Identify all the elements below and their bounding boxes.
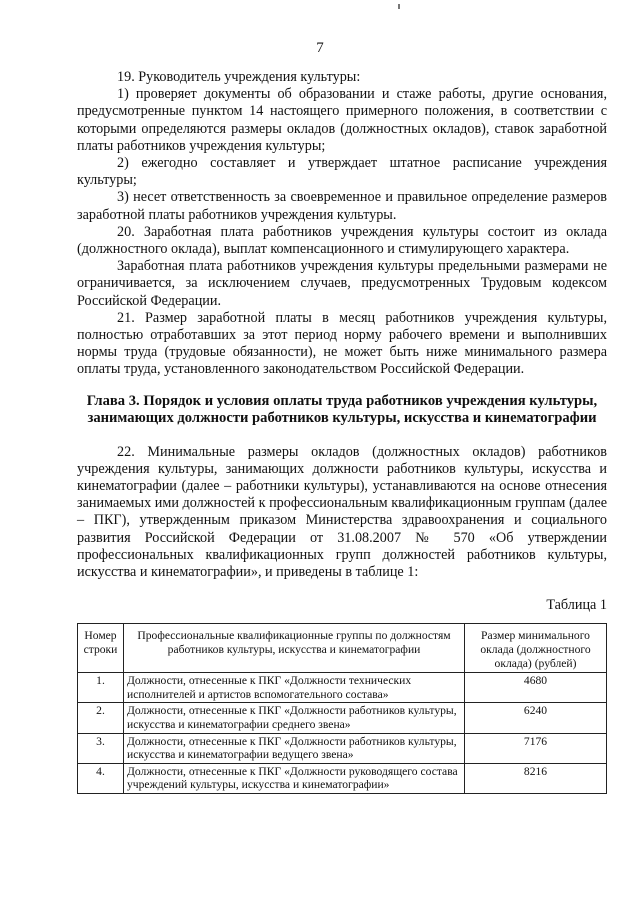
min-salary-cell: 7176 [465, 733, 607, 763]
paragraph-19-3: 3) несет ответственность за своевременное и правильное определение размеров заработной платы работников учреждения культуры. [77, 189, 607, 223]
chapter-heading [77, 393, 607, 428]
min-salary-cell: 4680 [465, 673, 607, 703]
qualification-group-cell: Должности, отнесенные к ПКГ «Должности технических исполнителей и артистов вспомогательного состава» [124, 673, 465, 703]
paragraph-19: 19. Руководитель учреждения культуры: [117, 69, 361, 85]
table-row [78, 673, 607, 703]
scan-mark [398, 4, 400, 9]
min-salary-cell: 8216 [465, 763, 607, 793]
paragraph-20-cont: Заработная плата работников учреждения культуры предельными размерами не ограничивается, за исключением случаев, предусмотренных Трудовым кодексом Российской Федерации. [77, 258, 607, 309]
row-number-cell: 1. [78, 673, 124, 703]
table-caption: Таблица 1 [546, 597, 607, 614]
header-min-salary: Размер минимального оклада (должностного оклада) (рублей) [465, 624, 607, 673]
qualification-group-cell: Должности, отнесенные к ПКГ «Должности работников культуры, искусства и кинематографии среднего звена» [124, 703, 465, 733]
paragraph-22: 22. Минимальные размеры окладов (должностных окладов) работников учреждения культуры, занимающих должности работников культуры, искусства и кинематографии (далее – работники культуры), устанавливаются на основе отнесения занимаемых ими должностей к профессиональным квалификационным группам (далее – ПКГ), утвержденным приказом Министерства здравоохранения и социального развития Российской Федерации от 31.08.2007 № 570 «Об утверждении профессиональных квалификационных групп должностей работников культуры, искусства и кинематографии», и приведены в таблице 1: [77, 443, 607, 581]
paragraph-20: 20. Заработная плата работников учреждения культуры состоит из оклада (должностного оклада), выплат компенсационного и стимулирующего характера. [77, 223, 607, 258]
qualification-group-cell: Должности, отнесенные к ПКГ «Должности руководящего состава учреждений культуры, искусства и кинематографии» [124, 763, 465, 793]
salary-table [77, 623, 607, 794]
page-number: 7 [316, 40, 324, 56]
qualification-group-cell: Должности, отнесенные к ПКГ «Должности работников культуры, искусства и кинематографии ведущего звена» [124, 733, 465, 763]
table-header-row [78, 624, 607, 673]
row-number-cell: 3. [78, 733, 124, 763]
paragraph-19-2: 2) ежегодно составляет и утверждает штатное расписание учреждения культуры; [77, 155, 607, 189]
paragraph-19-1: 1) проверяет документы об образовании и стаже работы, другие основания, предусмотренные пунктом 14 настоящего примерного положения, в соответствии с которыми определяются размеры окладов (должностных окладов), ставок заработной платы работников учреждения культуры; [77, 86, 607, 154]
table-row [78, 703, 607, 733]
row-number-cell: 4. [78, 763, 124, 793]
header-qualification-group: Профессиональные квалификационные группы по должностям работников культуры, искусства и кинематографии [124, 624, 465, 673]
header-row-number: Номер строки [78, 624, 124, 673]
table-row [78, 733, 607, 763]
table-row [78, 763, 607, 793]
document-body [77, 69, 607, 794]
chapter-heading-line1: Глава 3. Порядок и условия оплаты труда работников учреждения культуры, [86, 392, 598, 409]
paragraph-21: 21. Размер заработной платы в месяц работников учреждения культуры, полностью отработавших за этот период норму рабочего времени и выполнивших нормы труда (трудовые обязанности), не может быть ниже минимального размера оплаты труда, установленного законодательством Российской Федерации. [77, 309, 607, 378]
min-salary-cell: 6240 [465, 703, 607, 733]
chapter-heading-line2: занимающих должности работников культуры, искусства и кинематографии [87, 410, 597, 427]
row-number-cell: 2. [78, 703, 124, 733]
